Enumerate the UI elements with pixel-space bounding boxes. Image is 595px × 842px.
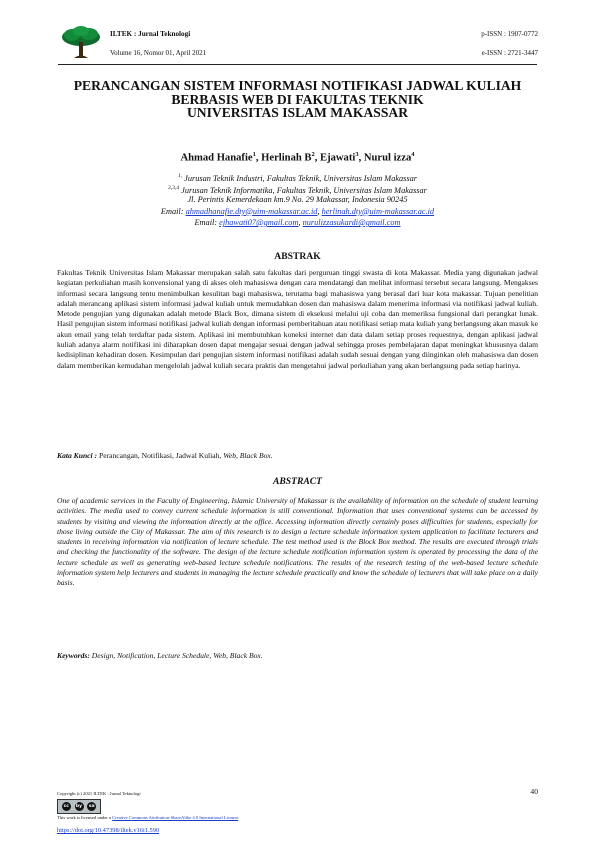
address: Jl. Perintis Kemerdekaan km.9 No. 29 Makassar, Indonesia 90245 bbox=[187, 195, 408, 204]
keywords-label: Keywords: bbox=[57, 651, 90, 660]
keywords-plain: Perancangan, Notifikasi, Jadwal Kuliah, bbox=[97, 451, 224, 460]
abstract-heading: ABSTRACT bbox=[272, 476, 323, 487]
license-text bbox=[57, 815, 239, 820]
email-line-2 bbox=[50, 217, 545, 229]
email-link[interactable]: ahmadhanafie.dty@uim-makassar.ac.id bbox=[185, 206, 318, 216]
author-sup: 1 bbox=[252, 151, 256, 158]
title-line: UNIVERSITAS ISLAM MAKASSAR bbox=[186, 105, 409, 120]
author-list bbox=[50, 151, 545, 164]
page-number: 40 bbox=[530, 787, 538, 796]
e-issn: e-ISSN : 2721-3447 bbox=[481, 49, 538, 57]
title-line: PERANCANGAN SISTEM INFORMASI NOTIFIKASI JADWAL KULIAH bbox=[73, 78, 522, 93]
doi-link[interactable]: https://doi.org/10.47398/iltek.v16i1.590 bbox=[57, 827, 160, 834]
header-divider bbox=[58, 64, 537, 65]
author-sep: , bbox=[358, 152, 364, 164]
author-name: Nurul izza bbox=[363, 152, 412, 164]
aff-text: Jurusan Teknik Industri, Fakultas Teknik, Universitas Islam Makassar bbox=[182, 173, 418, 183]
abstract-body: One of academic services in the Faculty of Engineering, Islamic University of Makassar is the availability of information on the schedule of student learning activities. The media used to convey current schedule information is still conventional. Information that uses conventional systems can be accessed by students by visiting and viewing the information directly at the office. Accessing information directly certainly poses difficulties for students, especially for those living outside the City of Makassar. The aim of this research is to design a lecture schedule information system application to facilitate lecturers and students in receiving information via notification of lecture schedule. The test method used is the Block Box method. The results are executed through trials and checking the functionality of the software. The design of the lecture schedule notification information system is operated by processing the data of the lecture schedule as well as generating web-based lecture schedule notifications. The results of the research testing of the web-based lecture schedule information system help lecturers and students in managing the lecture schedule practically and know the schedule of lecturers that will take place on a daily basis. bbox=[57, 496, 538, 588]
keywords-text: Design, Notification, Lecture Schedule, Web, Black Box. bbox=[89, 651, 263, 660]
abstrak-heading: ABSTRAK bbox=[274, 251, 321, 262]
email-link[interactable]: ejhawati07@gmail.com bbox=[219, 218, 299, 227]
email-sep: , bbox=[317, 206, 322, 216]
keywords-label: Kata Kunci : bbox=[57, 451, 98, 460]
email-label: Email: bbox=[194, 218, 220, 227]
aff-sup: 1, bbox=[177, 173, 183, 179]
author-name: Herlinah B bbox=[261, 152, 312, 164]
tree-icon bbox=[60, 24, 102, 62]
email-label: Email: bbox=[160, 206, 186, 216]
sa-icon: sa bbox=[88, 804, 95, 809]
license-prefix: This work is licensed under a bbox=[57, 815, 113, 820]
email-sep: , bbox=[298, 218, 303, 227]
author-sep: , bbox=[255, 152, 262, 164]
author-sep: , bbox=[314, 152, 321, 164]
keywords bbox=[57, 651, 538, 660]
keywords-italic: Web, Black Box. bbox=[223, 451, 273, 460]
email-link[interactable]: nurulizzasukardi@gmail.com bbox=[302, 218, 401, 227]
aff-sup: 2,3,4 bbox=[168, 184, 180, 191]
email-link[interactable]: herlinah.dty@uim-makassar.ac.id bbox=[321, 206, 435, 216]
cc-icon: cc bbox=[63, 804, 69, 809]
email-line-1 bbox=[50, 206, 545, 218]
kata-kunci bbox=[57, 451, 538, 460]
journal-name: ILTEK : Jurnal Teknologi bbox=[110, 30, 191, 38]
paper-title bbox=[50, 79, 545, 120]
copyright: Copyright (c) 2021 ILTEK : Jurnal Teknologi bbox=[57, 791, 141, 796]
journal-volume: Volume 16, Nomor 01, April 2021 bbox=[110, 49, 207, 57]
license-link[interactable]: Creative Commons Attribution-ShareAlike 4.0 International License bbox=[112, 815, 239, 820]
title-line: BERBASIS WEB DI FAKULTAS TEKNIK bbox=[171, 91, 424, 107]
cc-license-badge[interactable] bbox=[57, 799, 101, 814]
by-icon: by bbox=[75, 804, 83, 809]
aff-text: Jurusan Teknik Informatika, Fakultas Teknik, Universitas Islam Makassar bbox=[179, 185, 427, 195]
p-issn: p-ISSN : 1907-0772 bbox=[481, 30, 538, 38]
license-suffix: . bbox=[238, 815, 240, 820]
author-sup: 4 bbox=[411, 151, 415, 158]
abstrak-body: Fakultas Teknik Universitas Islam Makassar merupakan salah satu fakultas dari perguruan tinggi swasta di kota Makassar. Media yang digunakan jadwal kegiatan perkuliahan masih konvensional yang di akses oleh mahasiswa dengan cara mendatangi dan melihat informasi tersebut secara langsung. Mengakses informasi secara langsung tentu menimbulkan kesulitan bagi mahasiswa, terutama bagi mahasiswa yang berasal dari luar kota makassar. Tujuan penelitian adalah merancang aplikasi sistem informasi jadwal kuliah untuk memudahkan dosen dan mahasiswa dalam menerima informasi via notifikasi jadwal kuliah. Metode pengujian yang digunakan adalah metode Black Box, dimana sistem di eksekusi melalui uji coba dan memeriksa fungsional dari perangkat lunak. Hasil pengujian sistem informasi notifikasi jadwal kuliah dengan informasi pemberitahuan atau notifikasi setiap mata kuliah yang berlangsung akan masuk ke akun email yang telah terdaftar pada sistem. Aplikasi ini membutuhkan koneksi internet dan data dalam setiap proses requestnya, dengan aplikasi jadwal kuliah adanya alarm notifikasi ini diharapkan dosen dapat mengajar sesuai dengan jadwal sehingga proses pembelajaran dapat meningkat khususnya dalam kedisiplinan kehadiran dosen. Kesimpulan dari pengujian sistem informasi notifikasi adalah sudah sesuai dengan yang diinginkan oleh mahasiswa dan dosen dalam memberikan kemudahan mengelolah jadwal kuliah secara praktis dan mengetahui jadwal perkuliahan yang akan berlangsung pada setiap harinya. bbox=[57, 268, 538, 370]
author-sup: 2 bbox=[311, 151, 315, 158]
author-name: Ahmad Hanafie bbox=[180, 152, 253, 164]
author-sup: 3 bbox=[355, 151, 359, 158]
author-name: Ejawati bbox=[320, 152, 356, 164]
